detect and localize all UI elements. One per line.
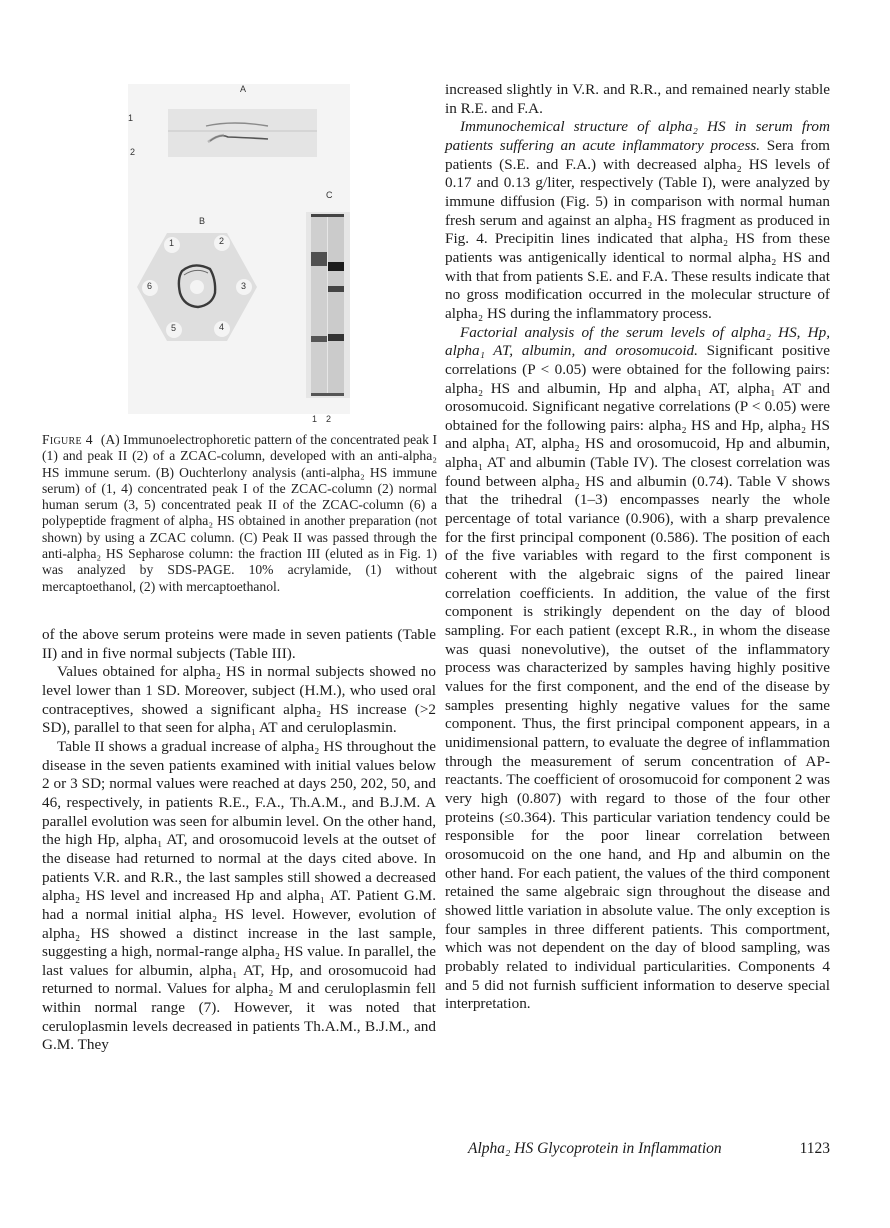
- ouchterlony-plate: [136, 231, 258, 343]
- page-footer: [468, 1140, 830, 1158]
- precipitin-arc-1: [206, 123, 268, 126]
- well-label-4: 4: [219, 322, 225, 332]
- body-text: Sera from patients (S.E. and F.A.) with decreased alpha₂ HS levels of 0.17 and 0.13 g/liter, respectively (Table I), were analyzed by immune diffusion (Fig. 5) in comparison with normal human fresh serum and against an alpha₂ HS fragment as produced in Fig. 4. Precipitin lines indicated that alpha₂ HS from these patients was antigenically identical to normal alpha₂ HS and with that from patients S.E. and F.A. These results indicate that no gross modification occurred in the molecular structure of alpha₂ HS during the inflammatory process.: [445, 136, 830, 322]
- ouchterlony-panel: [136, 231, 258, 343]
- well-label-6: 6: [147, 281, 153, 291]
- body-paragraph: Table II shows a gradual increase of alpha₂ HS throughout the disease in the seven patients examined with initial values below 2 or 3 SD; normal values were reached at days 250, 202, 50, and 46, respectively, in patients R.E., F.A., Th.A.M., and B.J.M. A parallel evolution was seen for albumin level. On the other hand, the high Hp, alpha₁ AT, and orosomucoid levels at the outset of the disease had returned to normal at the days cited above. In patients V.R. and R.R., the last samples still showed a decreased alpha₂ HS level and increased Hp and alpha₁ AT. Patient G.M. had a normal initial alpha₂ HS level. However, evolution of alpha₂ HS showed a distinct increase in the last sample, suggesting a high, normal-range alpha₂ HS value. In parallel, the last values for albumin, alpha₁ AT, Hp, and orosomucoid had returned to normal. Values for alpha₂ M and ceruloplasmin fell within normal range (7). However, it was noted that ceruloplasmin levels decreased in patients Th.A.M., B.J.M., and G.M. They: [42, 737, 436, 1054]
- gel-top-edge: [311, 214, 344, 217]
- section-heading: Factorial analysis of the serum levels of alpha₂ HS, Hp, alpha₁ AT, albumin, and orosomucoid.: [445, 323, 830, 360]
- gel-lane-label-1: 1: [312, 414, 318, 424]
- figure-4: [128, 84, 350, 424]
- figure-caption-label: Figure 4: [42, 432, 93, 447]
- immunoelectrophoresis-image: [168, 109, 317, 157]
- panel-a-lane-label-2: 2: [130, 147, 136, 157]
- section-paragraph-factorial: [445, 324, 830, 1014]
- well-label-1: 1: [169, 238, 175, 248]
- gel-bottom-edge: [311, 393, 344, 396]
- panel-label-b: B: [199, 216, 206, 226]
- sds-page-gel-panel: [306, 212, 350, 398]
- lane-2-band-2: [328, 286, 344, 292]
- section-paragraph-immunochemical: [445, 118, 830, 323]
- running-title: Alpha₂ HS Glycoprotein in Inflammation: [468, 1140, 722, 1157]
- immunoelectrophoresis-panel: [168, 109, 317, 157]
- section-heading: Immunochemical structure of alpha₂ HS in serum from patients suffering an acute inflammatory process.: [445, 118, 830, 154]
- well-label-2: 2: [219, 236, 225, 246]
- gel-lane-label-2: 2: [326, 414, 332, 424]
- panel-label-c: C: [326, 190, 333, 200]
- page-number: 1123: [799, 1140, 830, 1157]
- well-label-5: 5: [171, 323, 177, 333]
- body-paragraph: of the above serum proteins were made in seven patients (Table II) and in five normal subjects (Table III).: [42, 626, 436, 662]
- gel-lane-2: [328, 214, 344, 396]
- lane-2-band-3: [328, 334, 344, 341]
- right-column: [445, 81, 830, 1014]
- body-text: Significant positive correlations (P < 0.05) were obtained for the following pairs: alpha₂ HS and albumin, Hp and alpha₁ AT, alpha₁ AT and orosomucoid. Significant negative correlations (P < 0.05) were obtained for the following pairs: alpha₂ HS and Hp, alpha₂ HS and alpha₁ AT, alpha₂ HS and orosomucoid, Hp and albumin, alpha₁ AT and albumin (Table IV). The closest correlation was found between alpha₂ HS and albumin (0.74). Table V shows that the trihedral (1–3) encompasses nearly the whole percentage of total variance (0.906), with a sharp prevalence for the first principal component (0.586). The position of each of the five variables with regard to the first component is coherent with the algebraic signs of the paired linear correlation coefficients. In addition, the value of the first component is strikingly dependent on the day of blood sampling. For each patient (except R.R., in whom the disease was quasi nonevolutive), the outset of the inflammatory process was characterized by samples having highly positive values for the first component, and the end of the disease by samples presenting highly negative values for the same component. Thus, the first principal component appears, in a unidimensional pattern, to evaluate the degree of inflammation through the measurement of serum concentration of AP-reactants. The coefficient of orosomucoid for component 2 was very high (0.807) with regard to those of the four other proteins (≤0.364). This particular variation tendency could be responsible for the poor linear correlation between orosomucoid on the one hand, and Hp and albumin on the other hand. For each patient, the values of the third component retained the same algebraic sign throughout the disease and showed little variation in absolute value. The only exception is four samples in three different patients. This comportment, which was not dependent on the day of blood sampling, was probably related to individual particularities. Components 4 and 5 did not furnish sufficient information to deserve special interpretation.: [445, 342, 830, 1013]
- center-well: [190, 280, 204, 294]
- body-paragraph: increased slightly in V.R. and R.R., and remained nearly stable in R.E. and F.A.: [445, 81, 830, 117]
- gel-lane-1: [311, 214, 327, 396]
- well-label-3: 3: [241, 281, 247, 291]
- body-paragraph: Values obtained for alpha₂ HS in normal subjects showed no level lower than 1 SD. Moreover, subject (H.M.), who used oral contraceptives, showed a significant alpha₂ HS increase (>2 SD), parallel to that seen for alpha₁ AT and ceruloplasmin.: [42, 663, 436, 737]
- panel-label-a: A: [240, 84, 247, 94]
- figure-caption-text: (A) Immunoelectrophoretic pattern of the concentrated peak I (1) and peak II (2) of a ZCAC-column, developed with an anti-alpha₂ HS immune serum. (B) Ouchterlony analysis (anti-alpha₂ HS immune serum) of (1, 4) concentrated peak I of the ZCAC-column (2) normal human serum (3, 5) concentrated peak II of the ZCAC-column (6) a polypeptide fragment of alpha₂ HS obtained in another preparation (not shown) by using a ZCAC column. (C) Peak II was passed through the anti-alpha₂ HS Sepharose column: the fraction III (eluted as in Fig. 1) was analyzed by SDS-PAGE. 10% acrylamide, (1) without mercaptoethanol, (2) with mercaptoethanol.: [42, 432, 437, 594]
- lane-2-band-1: [328, 262, 344, 271]
- lane-1-band-2: [311, 336, 327, 342]
- panel-a-lane-label-1: 1: [128, 113, 134, 123]
- figure-caption: [42, 432, 437, 595]
- precipitin-smear: [208, 135, 224, 142]
- sds-page-gel: [306, 212, 350, 398]
- lane-1-band-1: [311, 252, 327, 266]
- left-column: [42, 626, 436, 1055]
